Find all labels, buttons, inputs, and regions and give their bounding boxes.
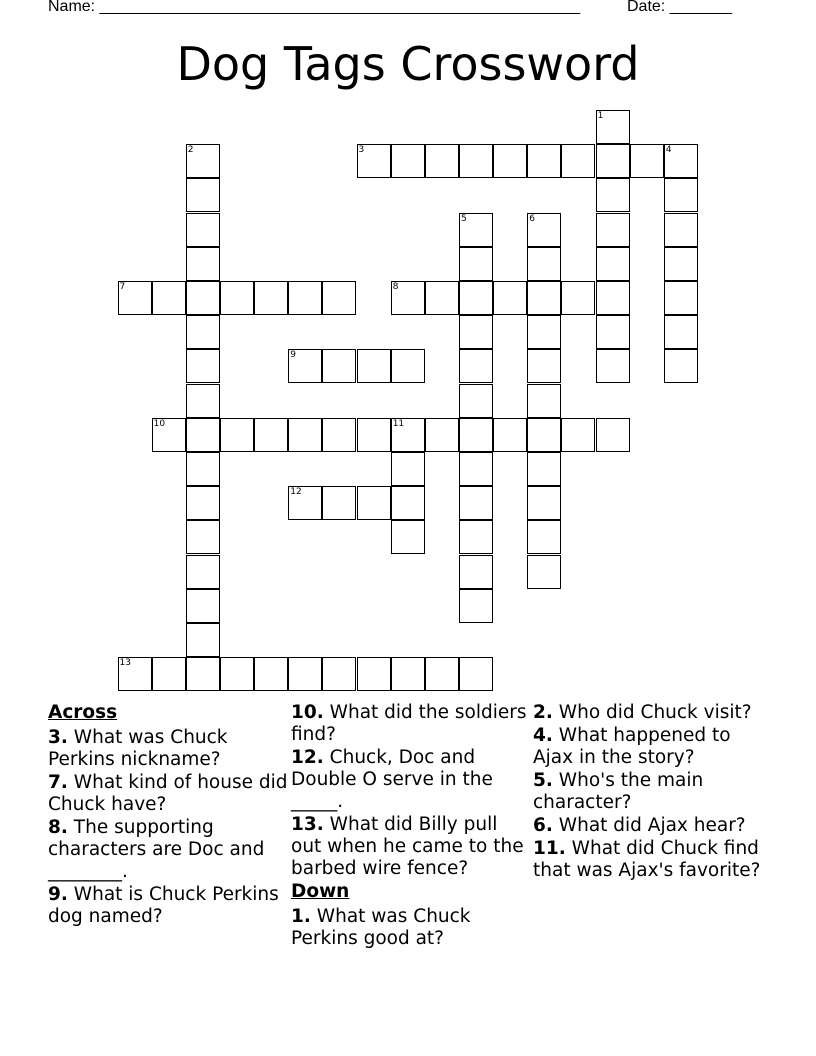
grid-cell[interactable] xyxy=(288,349,322,383)
grid-cell[interactable] xyxy=(322,281,356,315)
down-heading: Down xyxy=(291,881,350,902)
grid-cell[interactable] xyxy=(596,349,630,383)
grid-cell[interactable] xyxy=(527,349,561,383)
grid-cell[interactable] xyxy=(596,315,630,349)
grid-cell[interactable] xyxy=(425,657,459,691)
grid-cell[interactable] xyxy=(254,418,288,452)
grid-cell[interactable] xyxy=(596,247,630,281)
grid-cell[interactable] xyxy=(186,657,220,691)
grid-cell[interactable] xyxy=(596,213,630,247)
grid-cell[interactable] xyxy=(186,349,220,383)
grid-cell[interactable] xyxy=(459,657,493,691)
grid-cell[interactable] xyxy=(186,315,220,349)
grid-cell[interactable] xyxy=(527,520,561,554)
across-heading: Across xyxy=(48,702,118,723)
grid-cell[interactable] xyxy=(220,657,254,691)
grid-cell[interactable] xyxy=(425,418,459,452)
grid-cell[interactable] xyxy=(527,213,561,247)
grid-cell[interactable] xyxy=(288,281,322,315)
clue-number-label: 1 xyxy=(597,111,604,121)
clue-number-label: 8 xyxy=(392,282,399,292)
grid-cell[interactable] xyxy=(459,247,493,281)
clue-number-label: 9 xyxy=(290,350,296,361)
grid-cell[interactable] xyxy=(459,144,493,178)
clue-number-label: 13 xyxy=(119,658,131,669)
grid-cell[interactable] xyxy=(391,418,425,452)
grid-cell[interactable] xyxy=(391,281,425,315)
grid-cell[interactable] xyxy=(186,589,220,623)
grid-cell[interactable] xyxy=(596,418,630,452)
grid-cell[interactable] xyxy=(664,315,698,349)
grid-cell[interactable] xyxy=(186,213,220,247)
clue-across-3: 3. What was Chuck Perkins nickname? xyxy=(48,727,228,770)
grid-cell[interactable] xyxy=(596,281,630,315)
page-title: Dog Tags Crossword xyxy=(176,37,640,91)
grid-cell[interactable] xyxy=(186,144,220,178)
grid-cell[interactable] xyxy=(186,555,220,589)
grid-cell[interactable] xyxy=(527,452,561,486)
clue-number-label: 7 xyxy=(119,282,126,292)
grid-cell[interactable] xyxy=(118,657,152,691)
grid-cell[interactable] xyxy=(493,281,527,315)
grid-cell[interactable] xyxy=(220,418,254,452)
grid-cell[interactable] xyxy=(288,657,322,691)
grid-cell[interactable] xyxy=(288,486,322,520)
clues-column-1 xyxy=(48,702,288,929)
grid-cell[interactable] xyxy=(459,520,493,554)
date-label[interactable]: Date: _______ xyxy=(627,0,732,15)
grid-cell[interactable] xyxy=(186,178,220,212)
clue-down-2: 2. Who did Chuck visit? xyxy=(533,702,752,723)
grid-cell[interactable] xyxy=(596,110,630,144)
grid-cell[interactable] xyxy=(630,144,664,178)
grid-cell[interactable] xyxy=(391,349,425,383)
clue-across-12: 12. Chuck, Doc and Double O serve in the _____. xyxy=(291,747,493,812)
grid-cell[interactable] xyxy=(152,657,186,691)
grid-cell[interactable] xyxy=(561,144,595,178)
clue-across-13: 13. What did Billy pull out when he came to the barbed wire fence? xyxy=(291,814,524,879)
grid-cell[interactable] xyxy=(459,589,493,623)
clue-across-8: 8. The supporting characters are Doc and ________. xyxy=(48,817,265,882)
grid-cell[interactable] xyxy=(459,486,493,520)
grid-cell[interactable] xyxy=(527,144,561,178)
grid-cell[interactable] xyxy=(220,281,254,315)
grid-cell[interactable] xyxy=(527,315,561,349)
grid-cell[interactable] xyxy=(186,623,220,657)
grid-cell[interactable] xyxy=(459,418,493,452)
grid-cell[interactable] xyxy=(186,247,220,281)
grid-cell[interactable] xyxy=(391,144,425,178)
grid-cell[interactable] xyxy=(664,144,698,178)
grid-cell[interactable] xyxy=(493,144,527,178)
grid-cell[interactable] xyxy=(357,418,391,452)
clue-number-label: 5 xyxy=(461,213,467,224)
grid-cell[interactable] xyxy=(561,418,595,452)
grid-cell[interactable] xyxy=(561,281,595,315)
clue-number-label: 6 xyxy=(529,213,536,224)
clue-down-5: 5. Who's the main character? xyxy=(533,770,704,813)
grid-cell[interactable] xyxy=(288,418,322,452)
grid-cell[interactable] xyxy=(186,281,220,315)
name-label[interactable]: Name: ______________________________________________________ xyxy=(48,0,581,15)
grid-cell[interactable] xyxy=(425,281,459,315)
grid-cell[interactable] xyxy=(186,486,220,520)
clue-down-11: 11. What did Chuck find that was Ajax's favorite? xyxy=(533,838,761,881)
clues-column-2 xyxy=(291,702,531,951)
grid-cell[interactable] xyxy=(459,384,493,418)
grid-cell[interactable] xyxy=(186,520,220,554)
grid-cell[interactable] xyxy=(357,657,391,691)
grid-cell[interactable] xyxy=(357,349,391,383)
clue-number-label: 11 xyxy=(392,418,405,429)
grid-cell[interactable] xyxy=(596,178,630,212)
grid-cell[interactable] xyxy=(152,281,186,315)
grid-cell[interactable] xyxy=(322,418,356,452)
grid-cell[interactable] xyxy=(254,657,288,691)
grid-cell[interactable] xyxy=(527,247,561,281)
grid-cell[interactable] xyxy=(459,349,493,383)
grid-cell[interactable] xyxy=(664,213,698,247)
grid-cell[interactable] xyxy=(357,486,391,520)
grid-cell[interactable] xyxy=(391,452,425,486)
grid-cell[interactable] xyxy=(459,213,493,247)
grid-cell[interactable] xyxy=(152,418,186,452)
clue-across-7: 7. What kind of house did Chuck have? xyxy=(48,772,288,815)
grid-cell[interactable] xyxy=(459,281,493,315)
grid-cell[interactable] xyxy=(391,657,425,691)
clue-down-6: 6. What did Ajax hear? xyxy=(533,815,746,836)
grid-cell[interactable] xyxy=(322,486,356,520)
grid-cell[interactable] xyxy=(322,349,356,383)
grid-cell[interactable] xyxy=(459,315,493,349)
grid-cell[interactable] xyxy=(118,281,152,315)
grid-cell[interactable] xyxy=(391,486,425,520)
grid-cell[interactable] xyxy=(254,281,288,315)
grid-cell[interactable] xyxy=(186,418,220,452)
grid-cell[interactable] xyxy=(527,384,561,418)
grid-cell[interactable] xyxy=(186,384,220,418)
grid-cell[interactable] xyxy=(391,520,425,554)
grid-cell[interactable] xyxy=(322,657,356,691)
grid-cell[interactable] xyxy=(664,349,698,383)
grid-cell[interactable] xyxy=(596,144,630,178)
grid-cell[interactable] xyxy=(664,281,698,315)
clue-across-10: 10. What did the soldiers find? xyxy=(291,702,527,745)
grid-cell[interactable] xyxy=(493,418,527,452)
clue-number-label: 10 xyxy=(153,418,166,429)
grid-cell[interactable] xyxy=(527,418,561,452)
clue-number-label: 4 xyxy=(665,145,672,156)
grid-cell[interactable] xyxy=(664,178,698,212)
clue-across-9: 9. What is Chuck Perkins dog named? xyxy=(48,884,279,927)
grid-cell[interactable] xyxy=(459,555,493,589)
clue-down-4: 4. What happened to Ajax in the story? xyxy=(533,725,731,768)
grid-cell[interactable] xyxy=(527,555,561,589)
clue-number-label: 12 xyxy=(290,487,302,498)
grid-cell[interactable] xyxy=(186,452,220,486)
grid-cell[interactable] xyxy=(357,144,391,178)
clue-down-1: 1. What was Chuck Perkins good at? xyxy=(291,906,471,949)
grid-cell[interactable] xyxy=(664,247,698,281)
clue-number-label: 2 xyxy=(187,145,194,156)
grid-cell[interactable] xyxy=(425,144,459,178)
clue-number-label: 3 xyxy=(358,145,365,156)
grid-cell[interactable] xyxy=(459,452,493,486)
grid-cell[interactable] xyxy=(527,486,561,520)
grid-cell[interactable] xyxy=(527,281,561,315)
clues-column-3 xyxy=(533,702,773,883)
